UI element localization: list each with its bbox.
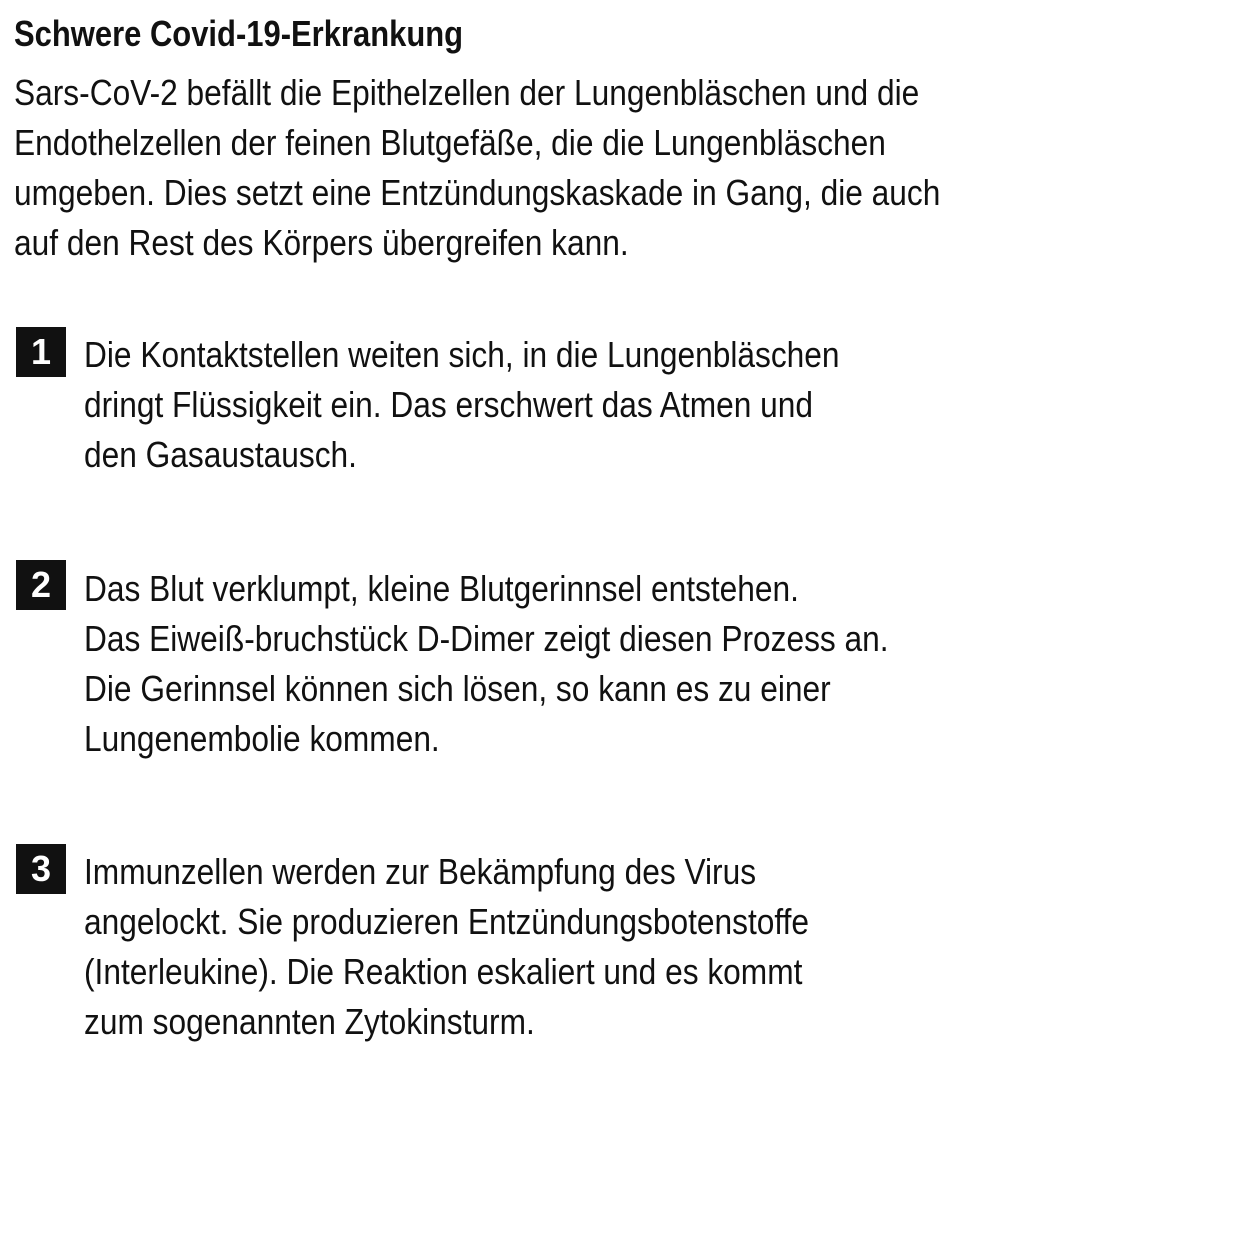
item-line: den Gasaustausch. [84,434,357,475]
number-badge: 3 [16,844,66,894]
number-badge: 2 [16,560,66,610]
intro-line: Sars-CoV-2 befällt die Epithelzellen der Lungenbläschen und die [14,72,920,113]
item-line: zum sogenannten Zytokinsturm. [84,1001,535,1042]
item-line: Lungenembolie kommen. [84,718,440,759]
item-line: Das Eiweiß-bruchstück D-Dimer zeigt diesen Prozess an. [84,618,889,659]
item-line: Die Kontaktstellen weiten sich, in die Lungenbläschen [84,334,840,375]
item-line: Immunzellen werden zur Bekämpfung des Virus [84,851,757,892]
document-title: Schwere Covid-19-Erkrankung [14,13,464,54]
item-line: Das Blut verklumpt, kleine Blutgerinnsel entstehen. [84,568,799,609]
intro-line: umgeben. Dies setzt eine Entzündungskaskade in Gang, die auch [14,172,941,213]
item-line: Die Gerinnsel können sich lösen, so kann es zu einer [84,668,831,709]
item-line: angelockt. Sie produzieren Entzündungsbotenstoffe [84,901,810,942]
item-line: (Interleukine). Die Reaktion eskaliert und es kommt [84,951,803,992]
intro-line: Endothelzellen der feinen Blutgefäße, die die Lungenbläschen [14,122,886,163]
intro-line: auf den Rest des Körpers übergreifen kann. [14,222,629,263]
item-line: dringt Flüssigkeit ein. Das erschwert das Atmen und [84,384,813,425]
number-badge: 1 [16,327,66,377]
